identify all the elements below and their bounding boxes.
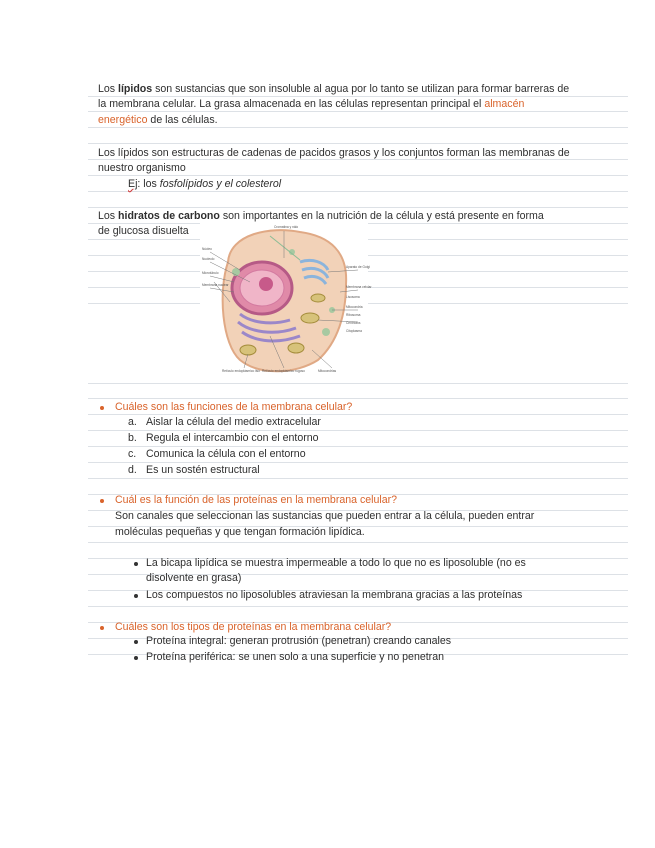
list-item: Es un sostén estructural (146, 464, 260, 476)
paragraph1-line2: la membrana celular. La grasa almacenada en las células representan principal el almacén (98, 98, 525, 110)
figure-label: Retículo endoplásmico rugoso (262, 369, 305, 373)
question-2: Cuál es la función de las proteínas en la membrana celular? (115, 494, 398, 506)
q3-bullet-1: Proteína integral: generan protrusión (penetran) creando canales (146, 635, 452, 647)
figure-label: Mitocondrias (318, 369, 337, 373)
figure-label: Aparato de Golgi (346, 265, 370, 269)
answer-2-line2: moléculas pequeñas y que tengan formación lipídica. (115, 526, 365, 538)
q2-bullet-1-line1: La bicapa lipídica se muestra impermeable a todo lo que no es liposoluble (no es (146, 557, 526, 569)
figure-label: Membrana celular (346, 285, 372, 289)
list-letter: b. (128, 432, 137, 444)
q3-bullet-2: Proteína periférica: se unen solo a una superficie y no penetran (146, 651, 444, 663)
figure-label: Centríolos (346, 321, 361, 325)
paragraph3-line2: de glucosa disuelta (98, 225, 189, 237)
q2-bullet-1-line2: disolvente en grasa) (146, 572, 242, 584)
question-1: Cuáles son las funciones de la membrana celular? (115, 401, 353, 413)
list-item: Comunica la célula con el entorno (146, 448, 306, 460)
bullet-icon (134, 656, 138, 660)
figure-label: Mitocondria (346, 305, 363, 309)
question-3: Cuáles son los tipos de proteínas en la membrana celular? (115, 621, 392, 633)
cell-diagram (200, 222, 372, 382)
q2-bullet-2: Los compuestos no liposolubles atraviesan la membrana gracias a las proteínas (146, 589, 523, 601)
paragraph3-line1: Los hidratos de carbono son importantes en la nutrición de la célula y está presente en forma (98, 210, 544, 222)
figure-label: Ribosoma (346, 313, 361, 317)
bullet-icon (134, 562, 138, 566)
paragraph1-line1: Los lípidos son sustancias que son insoluble al agua por lo tanto se utilizan para formar barreras de (98, 83, 570, 95)
bullet-icon (100, 626, 104, 630)
paragraph2-line1: Los lípidos son estructuras de cadenas de pacidos grasos y los conjuntos forman las membranas de (98, 147, 570, 159)
bullet-icon (134, 640, 138, 644)
bullet-icon (100, 406, 104, 410)
list-letter: d. (128, 464, 137, 476)
list-item: Aislar la célula del medio extracelular (146, 416, 321, 428)
bullet-icon (100, 499, 104, 503)
figure-label: Citoplasma (346, 329, 362, 333)
list-letter: a. (128, 416, 137, 428)
figure-label: Cromatina y nálo (274, 225, 299, 229)
figure-label: Lisosoma (346, 295, 360, 299)
nucleolus (259, 277, 273, 291)
figure-label: Nucleolo (202, 257, 215, 261)
figure-label: Núcleo (202, 247, 212, 251)
figure-label: Retículo endoplásmico liso (222, 369, 260, 373)
cell-diagram-svg (200, 222, 372, 382)
paragraph2-line2: nuestro organismo (98, 162, 186, 174)
bullet-icon (134, 594, 138, 598)
list-item: Regula el intercambio con el entorno (146, 432, 319, 444)
example-line: Ej: los fosfolípidos y el colesterol (128, 178, 282, 190)
list-letter: c. (128, 448, 137, 460)
paragraph1-line3: energético de las células. (98, 114, 218, 126)
figure-label: Microtúbulo (202, 271, 219, 275)
figure-label: Membrana nuclear (202, 283, 229, 287)
answer-2-line1: Son canales que seleccionan las sustancias que pueden entrar a la célula, pueden entrar (115, 510, 535, 522)
